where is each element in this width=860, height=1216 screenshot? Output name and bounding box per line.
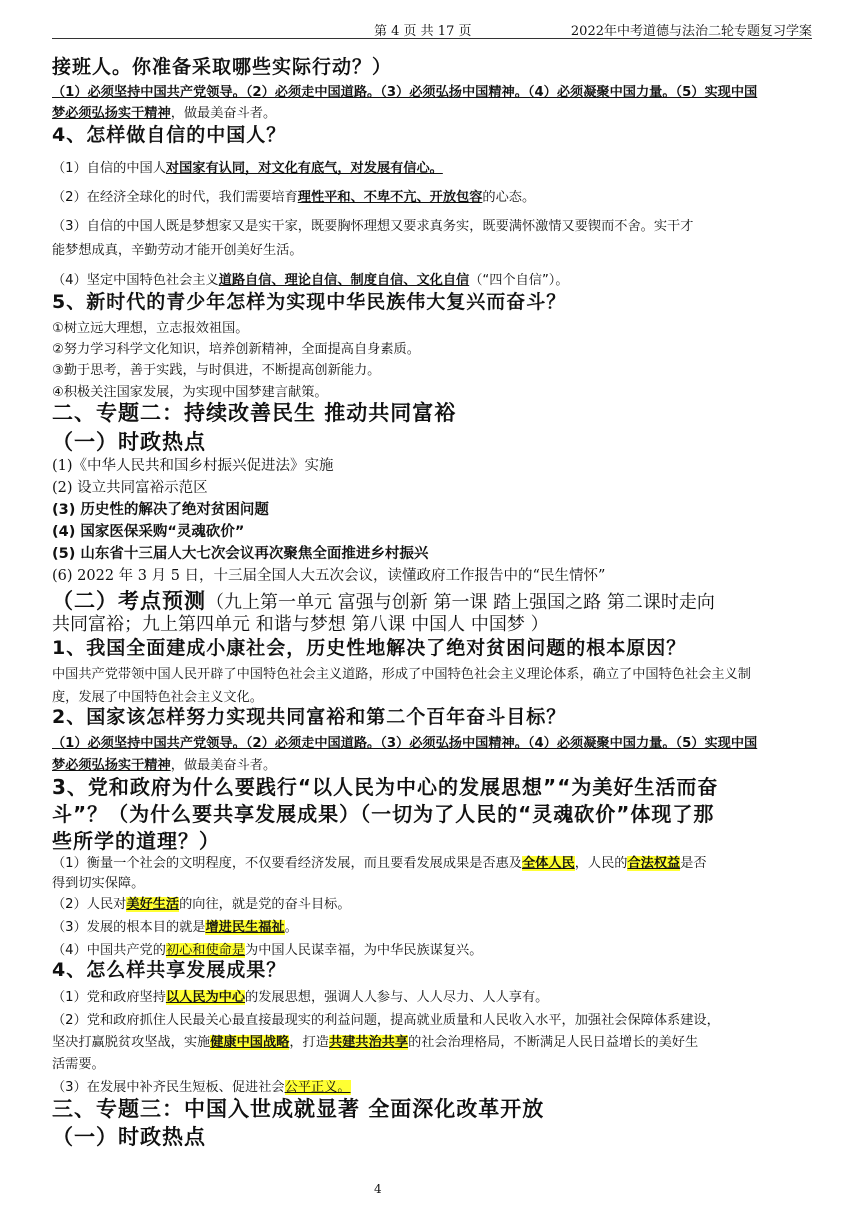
key-point-2-title: 2、国家该怎样努力实现共同富裕和第二个百年奋斗目标？ [52, 706, 567, 728]
hot-topics-heading: （一）时政热点 [52, 430, 206, 454]
answer-line: 中国共产党带领中国人民开辟了中国特色社会主义道路，形成了中国特色社会主义理论体系，确立了中国特色社会主义制 [52, 667, 751, 682]
list-item: ②努力学习科学文化知识，培养创新精神，全面提高自身素质。 [52, 342, 420, 357]
hot-topic-item: (2) 设立共同富裕示范区 [52, 480, 208, 496]
answer-line: （4）中国共产党的初心和使命是为中国人民谋幸福，为中华民族谋复兴。 [52, 943, 483, 958]
hot-topic-item: (6) 2022 年 3 月 5 日，十三届全国人大五次会议，读懂政府工作报告中的“民生情怀” [52, 568, 606, 584]
hot-topic-item: (4) 国家医保采购“灵魂砍价” [52, 524, 245, 540]
answer-line: （4）坚定中国特色社会主义道路自信、理论自信、制度自信、文化自信（“四个自信”）。 [52, 273, 569, 288]
answer-line: （3）自信的中国人既是梦想家又是实干家，既要胸怀理想又要求真务实，既要满怀激情又要锲而不舍。实干才 [52, 219, 694, 234]
answer-line: 能梦想成真，辛勤劳动才能开创美好生活。 [52, 243, 303, 258]
section-3-title: 三、专题三：中国入世成就显著 全面深化改革开放 [52, 1097, 545, 1121]
answer-line: （2）党和政府抓住人民最关心最直接最现实的利益问题，提高就业质量和人民收入水平，加强社会保障体系建设， [52, 1013, 720, 1028]
answer-line: （3）在发展中补齐民生短板、促进社会公平正义。 [52, 1080, 351, 1095]
key-point-3-title: 3、党和政府为什么要践行“以人民为中心的发展思想”“为美好生活而奋 [52, 775, 719, 799]
prediction-heading: （二）考点预测（九上第一单元 富强与创新 第一课 踏上强国之路 第二课时走向 [52, 589, 715, 613]
document-title: 2022年中考道德与法治二轮专题复习学案 [570, 24, 812, 39]
answer-line: （1）必须坚持中国共产党领导。（2）必须走中国道路。（3）必须弘扬中国精神。（4）必须凝聚中国力量。（5）实现中国 [52, 85, 758, 100]
answer-line: 梦必须弘扬实干精神，做最美奋斗者。 [52, 106, 277, 121]
answer-line: （1）党和政府坚持以人民为中心的发展思想，强调人人参与、人人尽力、人人享有。 [52, 990, 549, 1005]
answer-line: 活需要。 [52, 1057, 105, 1072]
page-number: 4 [374, 1182, 382, 1196]
question-4-title: 4、怎样做自信的中国人？ [52, 124, 287, 146]
list-item: ③勤于思考，善于实践，与时俱进，不断提高创新能力。 [52, 363, 381, 378]
key-point-3-title: 些所学的道理？） [52, 829, 220, 853]
section-2-title: 二、专题二：持续改善民生 推动共同富裕 [52, 401, 457, 425]
answer-line: （1）必须坚持中国共产党领导。（2）必须走中国道路。（3）必须弘扬中国精神。（4）必须凝聚中国力量。（5）实现中国 [52, 736, 758, 751]
hot-topic-item: (3) 历史性的解决了绝对贫困问题 [52, 502, 269, 518]
hot-topics-heading: （一）时政热点 [52, 1125, 206, 1149]
key-point-3-title: 斗”？（为什么要共享发展成果）（一切为了人民的“灵魂砍价”体现了那 [52, 802, 715, 826]
answer-line: （2）人民对美好生活的向往，就是党的奋斗目标。 [52, 897, 351, 912]
key-point-4-title: 4、怎么样共享发展成果？ [52, 959, 287, 981]
answer-line: （1）衡量一个社会的文明程度，不仅要看经济发展，而且要看发展成果是否惠及全体人民，人民的合法权益是否 [52, 856, 707, 871]
document-page [52, 0, 812, 1216]
question-tail: 接班人。你准备采取哪些实际行动？） [52, 56, 393, 78]
answer-line: （2）在经济全球化的时代，我们需要培育理性平和、不卑不亢、开放包容的心态。 [52, 190, 536, 205]
key-point-1-title: 1、我国全面建成小康社会，历史性地解决了绝对贫困问题的根本原因？ [52, 637, 687, 659]
page-info: 第 4 页 共 17 页 [374, 24, 472, 39]
answer-line: 坚决打赢脱贫攻坚战，实施健康中国战略，打造共建共治共享的社会治理格局，不断满足人民日益增长的美好生 [52, 1035, 699, 1050]
answer-line: （3）发展的根本目的就是增进民生福祉。 [52, 920, 298, 935]
list-item: ④积极关注国家发展，为实现中国梦建言献策。 [52, 385, 328, 400]
hot-topic-item: (1)《中华人民共和国乡村振兴促进法》实施 [52, 458, 334, 474]
question-5-title: 5、新时代的青少年怎样为实现中华民族伟大复兴而奋斗？ [52, 291, 567, 313]
answer-line: （1）自信的中国人对国家有认同，对文化有底气，对发展有信心。 [52, 161, 443, 176]
list-item: ①树立远大理想，立志报效祖国。 [52, 321, 249, 336]
answer-line: 得到切实保障。 [52, 876, 145, 891]
page-header [52, 18, 812, 39]
answer-line: 梦必须弘扬实干精神，做最美奋斗者。 [52, 758, 277, 773]
hot-topic-item: (5) 山东省十三届人大七次会议再次聚焦全面推进乡村振兴 [52, 546, 429, 562]
prediction-scope: 共同富裕；九上第四单元 和谐与梦想 第八课 中国人 中国梦 ） [52, 614, 549, 635]
answer-line: 度，发展了中国特色社会主义文化。 [52, 690, 263, 705]
